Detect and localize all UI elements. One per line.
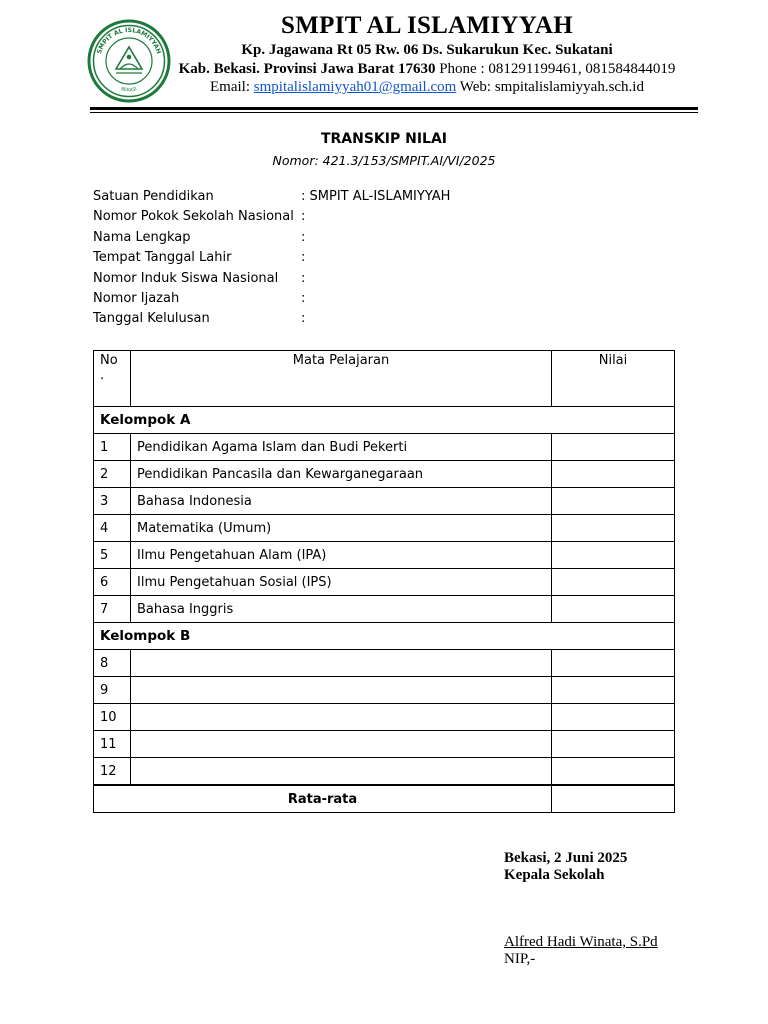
row-no: 5 <box>94 542 131 569</box>
letterhead <box>168 11 686 97</box>
info-row <box>93 187 513 207</box>
info-label: Nomor Pokok Sekolah Nasional <box>93 209 294 225</box>
letterhead-rule-thin <box>90 112 698 113</box>
header-subject: Mata Pelajaran <box>131 351 552 407</box>
row-no: 9 <box>94 677 131 704</box>
info-label: Tanggal Kelulusan <box>93 311 210 327</box>
info-value: : <box>301 311 306 327</box>
table-row <box>94 731 675 758</box>
info-label: Satuan Pendidikan <box>93 189 214 204</box>
place-date: Bekasi, 2 Juni 2025 <box>504 850 628 866</box>
info-label: Nama Lengkap <box>93 229 191 245</box>
row-score <box>552 515 675 542</box>
row-score <box>552 650 675 677</box>
signer-position: Kepala Sekolah <box>504 867 605 883</box>
signer-nip: NIP,- <box>504 951 536 967</box>
table-row <box>94 677 675 704</box>
table-row <box>94 704 675 731</box>
row-score <box>552 677 675 704</box>
group-row <box>94 407 675 434</box>
info-value: : <box>301 250 306 266</box>
student-info <box>93 187 513 330</box>
group-a-label: Kelompok A <box>94 407 675 434</box>
average-label: Rata-rata <box>94 785 552 813</box>
row-subject <box>131 677 552 704</box>
info-row <box>93 289 513 309</box>
info-label: Nomor Induk Siswa Nasional <box>93 270 279 286</box>
website: Web: smpitalislamiyyah.sch.id <box>459 79 644 95</box>
table-row <box>94 650 675 677</box>
info-row <box>93 248 513 268</box>
row-subject <box>131 650 552 677</box>
document-number: Nomor: 421.3/153/SMPIT.AI/VI/2025 <box>272 153 496 168</box>
row-no: 11 <box>94 731 131 758</box>
row-no: 6 <box>94 569 131 596</box>
info-row <box>93 207 513 227</box>
header-no: No . <box>94 351 131 407</box>
table-row <box>94 461 675 488</box>
row-no: 10 <box>94 704 131 731</box>
info-value: : <box>301 270 306 286</box>
address-line-1: Kp. Jagawana Rt 05 Rw. 06 Ds. Sukarukun Kec. Sukatani <box>241 42 613 58</box>
grades-table <box>93 350 675 813</box>
table-row <box>94 542 675 569</box>
row-score <box>552 758 675 786</box>
row-score <box>552 731 675 758</box>
signature-block <box>504 850 658 967</box>
row-no: 8 <box>94 650 131 677</box>
table-header-row <box>94 351 675 407</box>
row-subject: Pendidikan Agama Islam dan Budi Pekerti <box>131 434 552 461</box>
info-value: : <box>301 290 306 306</box>
email-link[interactable]: smpitalislamiyyah01@gmail.com <box>253 79 457 95</box>
letterhead-rule-thick <box>90 107 698 110</box>
table-row <box>94 596 675 623</box>
signer <box>504 934 658 968</box>
school-logo <box>86 19 172 103</box>
info-value: : <box>301 229 306 245</box>
contact-line <box>168 78 686 97</box>
row-score <box>552 704 675 731</box>
table-row <box>94 569 675 596</box>
average-value <box>552 785 675 813</box>
row-no: 4 <box>94 515 131 542</box>
row-subject: Pendidikan Pancasila dan Kewarganegaraan <box>131 461 552 488</box>
row-subject <box>131 758 552 786</box>
table-row <box>94 488 675 515</box>
row-score <box>552 542 675 569</box>
row-score <box>552 488 675 515</box>
address-region: Kab. Bekasi. Provinsi Jawa Barat 17630 <box>178 61 436 77</box>
row-subject: Ilmu Pengetahuan Sosial (IPS) <box>131 569 552 596</box>
school-name: SMPIT AL ISLAMIYYAH <box>281 12 573 39</box>
row-score <box>552 596 675 623</box>
document-title: TRANSKIP NILAI <box>320 131 448 147</box>
email-label: Email: <box>210 79 251 95</box>
row-score <box>552 569 675 596</box>
address-line-2 <box>168 60 686 78</box>
info-label: Tempat Tanggal Lahir <box>93 250 232 266</box>
row-subject: Matematika (Umum) <box>131 515 552 542</box>
average-row <box>94 785 675 813</box>
row-score <box>552 434 675 461</box>
info-row <box>93 228 513 248</box>
phone-numbers: Phone : 081291199461, 081584844019 <box>439 61 676 77</box>
table-row <box>94 434 675 461</box>
header-score: Nilai <box>552 351 675 407</box>
row-subject <box>131 731 552 758</box>
table-row <box>94 758 675 786</box>
info-label: Nomor Ijazah <box>93 290 180 306</box>
info-value: : SMPIT AL-ISLAMIYYAH <box>301 189 451 204</box>
row-no: 2 <box>94 461 131 488</box>
info-row <box>93 309 513 329</box>
info-row <box>93 269 513 289</box>
group-b-label: Kelompok B <box>94 623 675 650</box>
row-no: 12 <box>94 758 131 786</box>
row-subject: Ilmu Pengetahuan Alam (IPA) <box>131 542 552 569</box>
row-no: 1 <box>94 434 131 461</box>
info-value: : <box>301 209 306 225</box>
logo-subtext: BEKASI <box>120 87 138 94</box>
group-row <box>94 623 675 650</box>
row-score <box>552 461 675 488</box>
row-subject: Bahasa Inggris <box>131 596 552 623</box>
signer-name: Alfred Hadi Winata, S.Pd <box>504 934 658 950</box>
row-subject: Bahasa Indonesia <box>131 488 552 515</box>
row-no: 7 <box>94 596 131 623</box>
row-no: 3 <box>94 488 131 515</box>
row-subject <box>131 704 552 731</box>
table-row <box>94 515 675 542</box>
logo-text: SMPIT AL ISLAMIYYAH <box>95 26 163 55</box>
